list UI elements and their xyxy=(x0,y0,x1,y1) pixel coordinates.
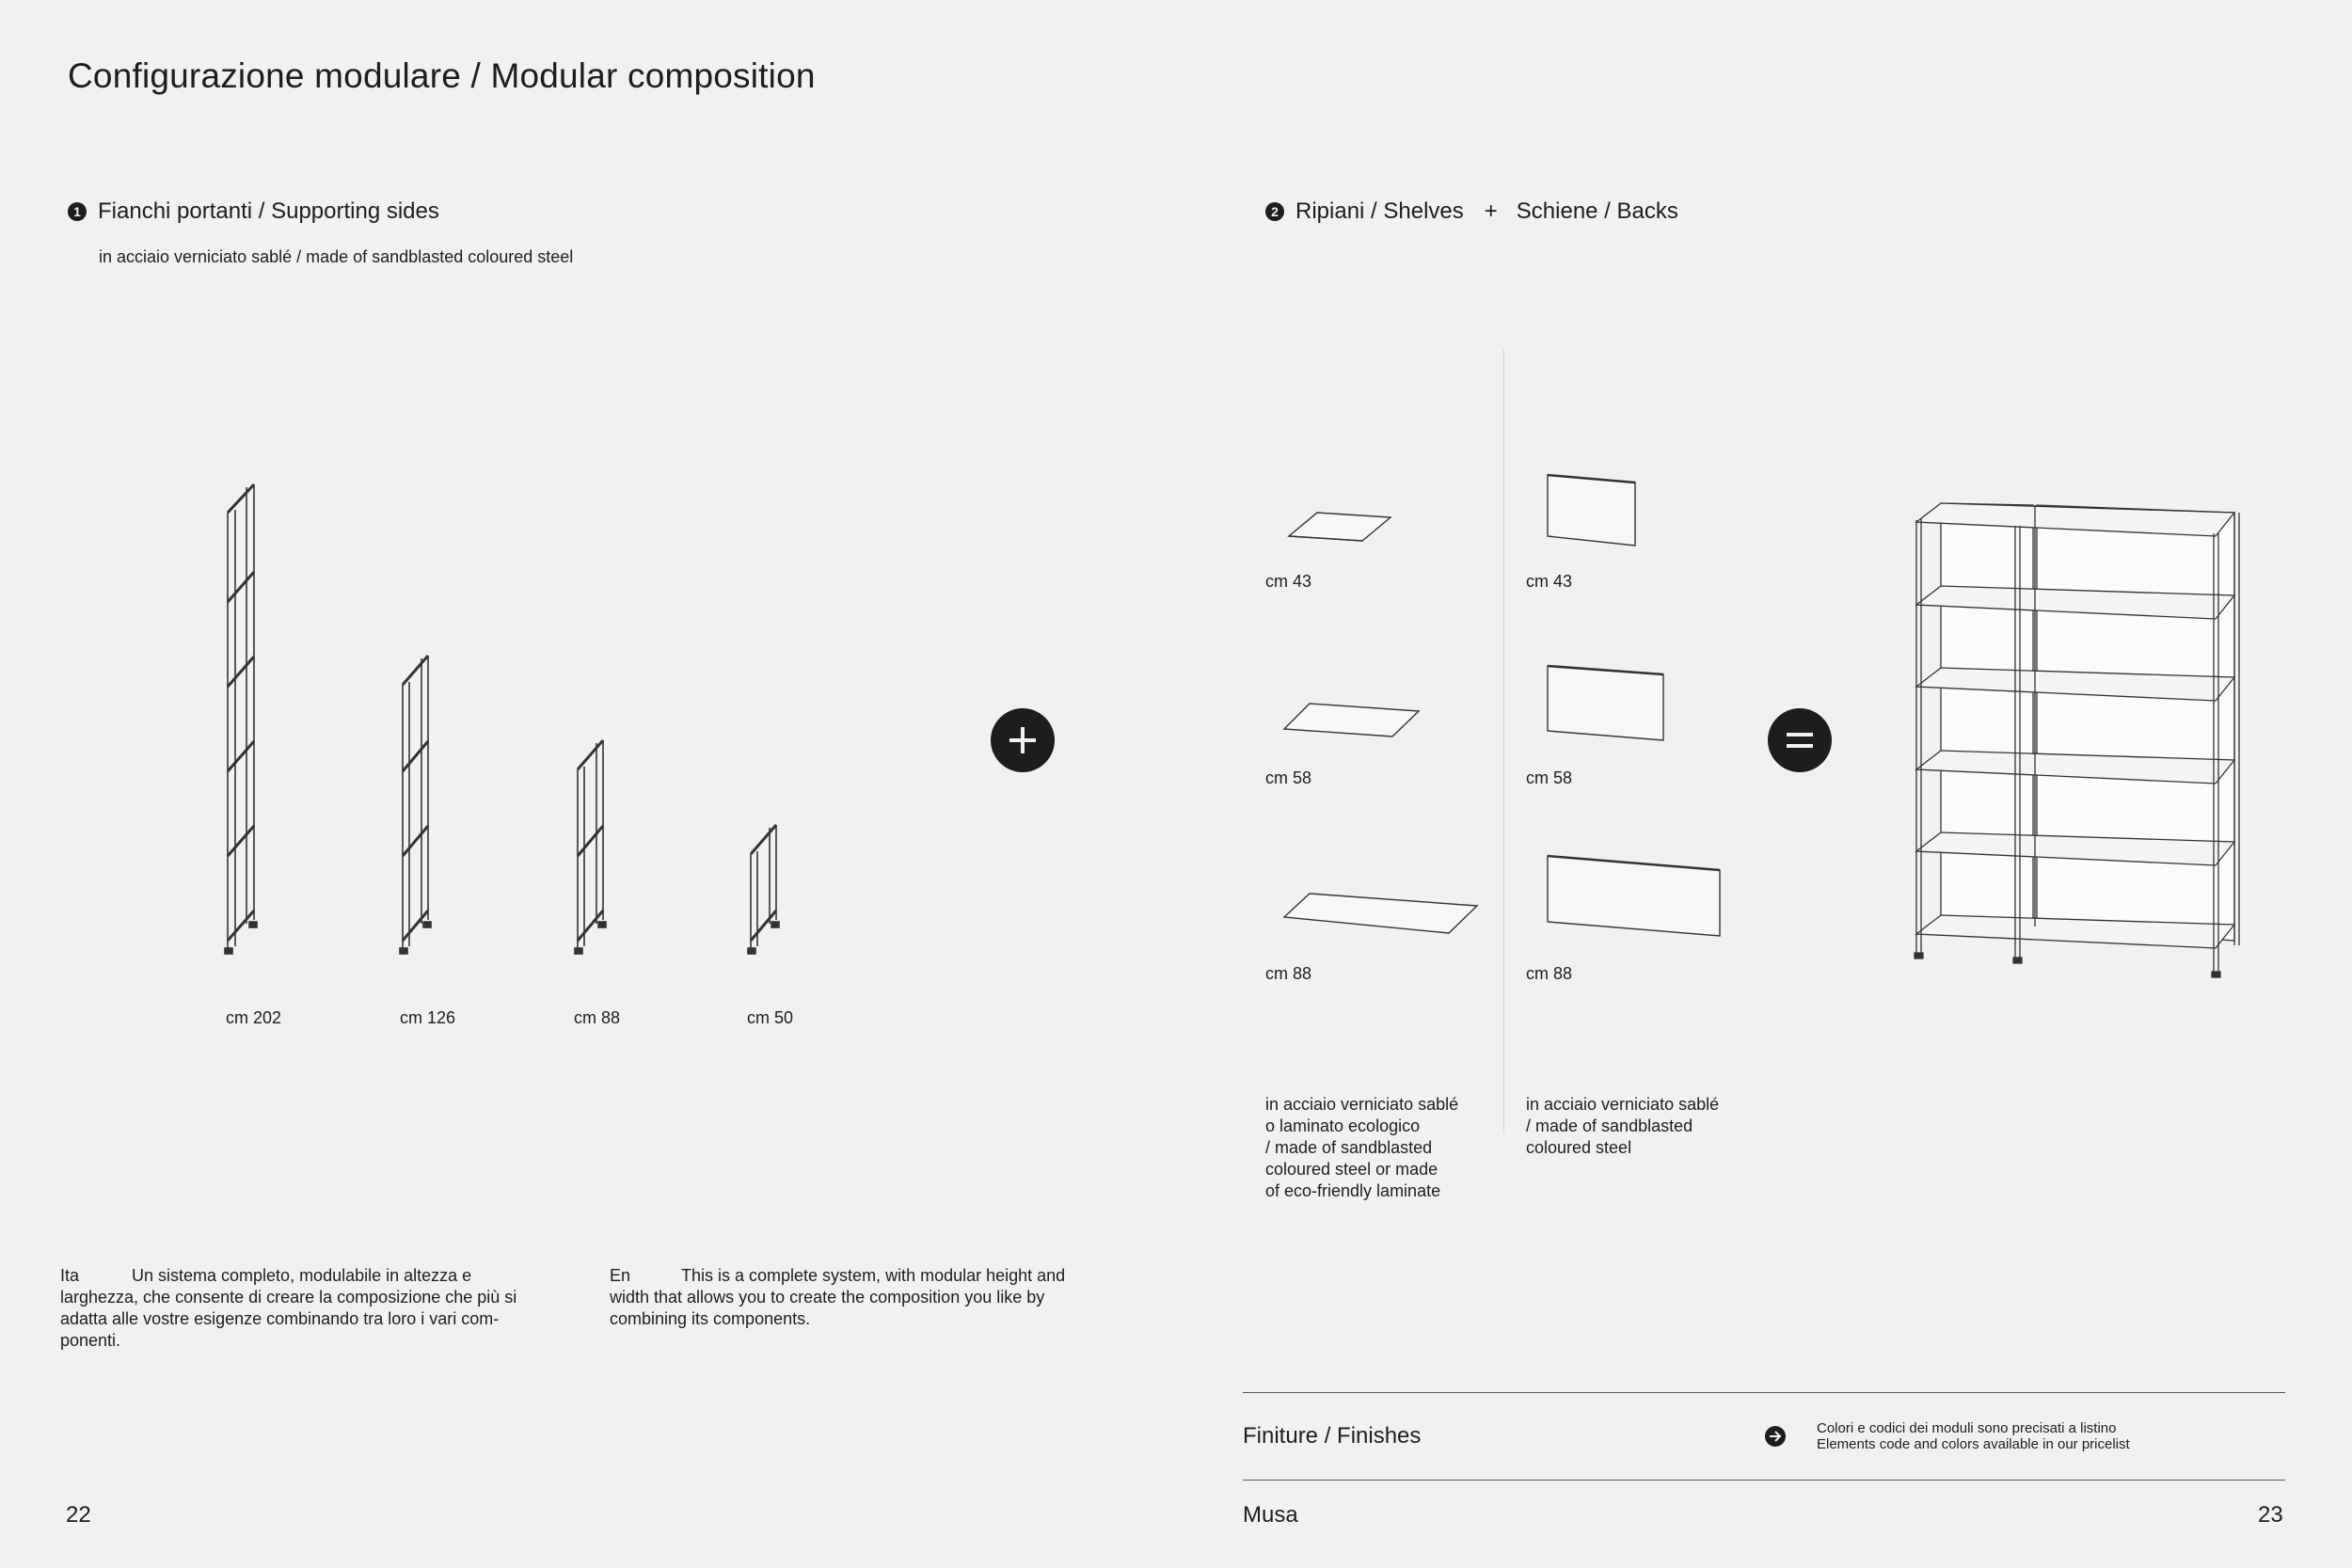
finishes-bottom-rule xyxy=(1243,1480,2285,1481)
shelf-size-43: cm 43 xyxy=(1265,572,1312,591)
plus-circle xyxy=(991,708,1055,772)
finishes-title: Finiture / Finishes xyxy=(1243,1423,1422,1449)
backs-note-line: coloured steel xyxy=(1526,1138,1632,1157)
ita-label: Ita xyxy=(60,1266,80,1285)
assembled-bookcase-illustration xyxy=(1905,484,2253,983)
plus-icon xyxy=(1007,724,1039,756)
backs-material-note xyxy=(1526,1094,1719,1159)
side-frame-202 xyxy=(225,484,257,954)
supporting-sides-heading: Fianchi portanti / Supporting sides xyxy=(98,198,439,224)
page-title: Configurazione modulare / Modular composition xyxy=(68,56,816,95)
ita-line: ponenti. xyxy=(60,1331,121,1350)
shelves-note-line: o laminato ecologico xyxy=(1265,1117,1421,1135)
ita-line: adatta alle vostre esigenze combinando tra loro i vari com- xyxy=(60,1309,500,1328)
finishes-note-line: Colori e codici dei moduli sono precisati a listino xyxy=(1817,1420,2117,1436)
plus-sign: + xyxy=(1484,198,1498,224)
badge-2: 2 xyxy=(1265,202,1284,221)
ita-line: Un sistema completo, modulabile in altezza e xyxy=(132,1266,472,1285)
finishes-note xyxy=(1817,1420,2130,1452)
section-1-heading xyxy=(68,198,439,225)
arrow-right-circle-icon xyxy=(1764,1425,1787,1448)
equals-icon xyxy=(1784,724,1816,756)
en-line: combining its components. xyxy=(610,1309,811,1328)
shelves-heading: Ripiani / Shelves xyxy=(1295,198,1464,224)
equals-circle xyxy=(1768,708,1832,772)
side-frame-126 xyxy=(400,656,431,954)
backs-heading: Schiene / Backs xyxy=(1516,198,1678,224)
ita-line: larghezza, che consente di creare la composizione che più si xyxy=(60,1288,517,1307)
backs-illustration xyxy=(1543,466,1731,945)
back-size-43: cm 43 xyxy=(1526,572,1573,591)
en-label: En xyxy=(610,1266,631,1285)
page-number-right: 23 xyxy=(2258,1502,2283,1528)
brand-name: Musa xyxy=(1243,1502,1298,1528)
back-size-88: cm 88 xyxy=(1526,964,1573,983)
description-italian xyxy=(60,1265,568,1352)
shelves-note-line: of eco-friendly laminate xyxy=(1265,1181,1441,1200)
back-58 xyxy=(1548,666,1663,740)
shelves-note-line: coloured steel or made xyxy=(1265,1160,1438,1179)
section-2-heading xyxy=(1265,198,1678,225)
frame-size-50: cm 50 xyxy=(747,1008,794,1027)
shelf-size-58: cm 58 xyxy=(1265,768,1312,787)
finishes-top-rule xyxy=(1243,1392,2285,1393)
frame-size-126: cm 126 xyxy=(400,1008,456,1027)
shelves-note-line: / made of sandblasted xyxy=(1265,1138,1433,1157)
back-size-58: cm 58 xyxy=(1526,768,1573,787)
badge-1: 1 xyxy=(68,202,87,221)
shelves-illustration xyxy=(1279,499,1486,950)
supporting-sides-subtitle: in acciaio verniciato sablé / made of sandblasted coloured steel xyxy=(99,247,574,266)
shelf-size-88: cm 88 xyxy=(1265,964,1312,983)
back-43 xyxy=(1548,475,1635,546)
backs-note-line: / made of sandblasted xyxy=(1526,1117,1693,1135)
finishes-note-line: Elements code and colors available in our pricelist xyxy=(1817,1436,2130,1452)
frame-size-88: cm 88 xyxy=(574,1008,621,1027)
page-number-left: 22 xyxy=(66,1502,91,1528)
shelf-88 xyxy=(1284,894,1477,933)
en-line: This is a complete system, with modular height and xyxy=(681,1266,1066,1285)
shelves-material-note xyxy=(1265,1094,1458,1202)
en-line: width that allows you to create the composition you like by xyxy=(610,1288,1045,1307)
side-frame-88 xyxy=(575,740,606,954)
frame-size-202: cm 202 xyxy=(226,1008,282,1027)
description-english xyxy=(610,1265,1118,1330)
side-frame-50 xyxy=(748,825,779,954)
shelf-58 xyxy=(1284,704,1419,736)
shelves-note-line: in acciaio verniciato sablé xyxy=(1265,1095,1459,1114)
backs-note-line: in acciaio verniciato sablé xyxy=(1526,1095,1720,1114)
column-divider xyxy=(1503,348,1504,1133)
side-frames-illustration xyxy=(207,470,828,978)
